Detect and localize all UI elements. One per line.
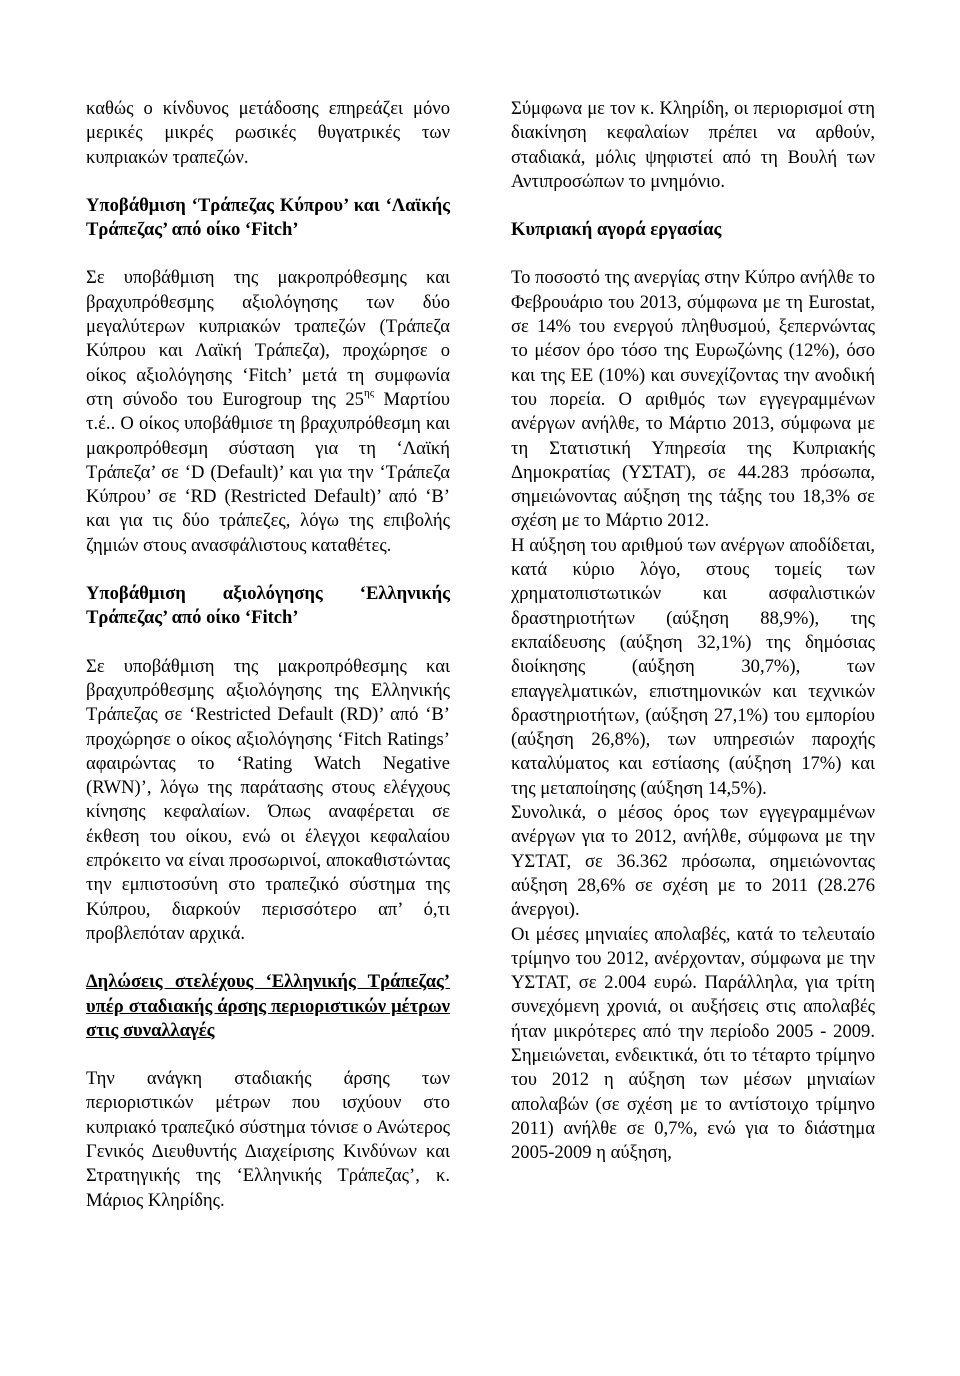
paragraph: Η αύξηση του αριθμού των ανέργων αποδίδεται, κατά κύριο λόγο, στους τομείς των χρηματοπιστωτικών και ασφαλιστικών δραστηριοτήτων (αύξηση 88,9%), της εκπαίδευσης (αύξηση 32,1%) της δημόσιας διοίκησης (αύξηση 30,7%), των επαγγελματικών, επιστημονικών και τεχνικών δραστηριοτήτων, (αύξηση 27,1%) του εμπορίου (αύξηση 26,8%), των υπηρεσιών παροχής καταλύματος και εστίασης (αύξηση 17%) και της μεταποίησης (αύξηση 14,5%). <box>511 534 875 799</box>
paragraph: Την ανάγκη σταδιακής άρσης των περιοριστικών μέτρων που ισχύουν στο κυπριακό τραπεζικό σύστημα τόνισε ο Ανώτερος Γενικός Διευθυντής Διαχείρισης Κινδύνων και Στρατηγικής της ‘Ελληνικής Τράπεζας’, κ. Μάριος Κληρίδης. <box>86 1068 450 1211</box>
paragraph-text: Σε υποβάθμιση της μακροπρόθεσμης και βραχυπρόθεσμης αξιολόγησης των δύο μεγαλύτερων κυπριακών τραπεζών (Τράπεζα Κύπρου και Λαϊκή Τράπεζα), προχώρησε ο οίκος αξιολόγησης ‘Fitch’ μετά τη συμφωνία στη σύνοδο του Eurogroup της 25 <box>86 267 450 410</box>
section-heading: Υποβάθμιση ‘Τράπεζας Κύπρου’ και ‘Λαϊκής Τράπεζας’ από οίκο ‘Fitch’ <box>86 194 450 241</box>
paragraph: Σύμφωνα με τον κ. Κληρίδη, οι περιορισμοί στη διακίνηση κεφαλαίων πρέπει να αρθούν, σταδιακά, μόλις ψηφιστεί από τη Βουλή των Αντιπροσώπων το μνημόνιο. <box>511 98 875 192</box>
section-heading: Κυπριακή αγορά εργασίας <box>511 219 722 241</box>
paragraph <box>86 266 450 558</box>
superscript: ης <box>363 386 375 399</box>
paragraph: Συνολικά, ο μέσος όρος των εγγεγραμμένων ανέργων για το 2012, ανήλθε, σύμφωνα με την ΥΣΤΑΤ, σε 36.362 πρόσωπα, σημειώνοντας αύξηση 28,6% σε σχέση με το 2011 (28.276 άνεργοι). <box>511 802 875 921</box>
paragraph: Οι μέσες μηνιαίες απολαβές, κατά το τελευταίο τρίμηνο του 2012, ανέρχονταν, σύμφωνα με την ΥΣΤΑΤ, σε 2.004 ευρώ. Παράλληλα, για τρίτη συνεχόμενη χρονιά, οι αυξήσεις στις απολαβές ήταν μικρότερες από την περίοδο 2005 - 2009. Σημειώνεται, ενδεικτικά, ότι το τέταρτο τρίμηνο του 2012 η αύξηση των μέσων μηνιαίων απολαβών (σε σχέση με το αντίστοιχο τρίμηνο 2011) ανήλθε σε 0,7%, ενώ για το διάστημα 2005-2009 η αύξηση, <box>511 923 875 1164</box>
paragraph-text: Μαρτίου τ.έ.. Ο οίκος υποβάθμισε τη βραχυπρόθεσμη και μακροπρόθεσμη σύσταση για τη ‘Λαϊκή Τράπεζα’ σε ‘D (Default)’ και για την ‘Τράπεζα Κύπρου’ σε ‘RD (Restricted Default)’ από ‘B’ και για τις δύο τράπεζες, λόγω της επιβολής ζημιών στους ανασφάλιστους καταθέτες. <box>86 388 450 556</box>
left-column <box>86 97 450 1213</box>
paragraph: Σε υποβάθμιση της μακροπρόθεσμης και βραχυπρόθεσμης αξιολόγησης της Ελληνικής Τράπεζας σε ‘Restricted Default (RD)’ από ‘B’ προχώρησε ο οίκος αξιολόγησης ‘Fitch Ratings’ αφαιρώντας το ‘Rating Watch Negative (RWN)’, λόγω της παράτασης στους ελέγχους κίνησης κεφαλαίων. Όπως αναφέρεται σε έκθεση του οίκου, ενώ οι έλεγχοι κεφαλαίου επρόκειτο να είναι προσωρινοί, αποκαθιστώντας την εμπιστοσύνη στο τραπεζικό σύστημα της Κύπρου, διαρκούν περισσότερο απ’ ό,τι προβλεπόταν αρχικά. <box>86 655 450 944</box>
paragraph: Το ποσοστό της ανεργίας στην Κύπρο ανήλθε το Φεβρουάριο του 2013, σύμφωνα με τη Eurostat, σε 14% του ενεργού πληθυσμού, ξεπερνώντας το μέσον όρο τόσο της Ευρωζώνης (12%), όσο και της ΕΕ (10%) και συνεχίζοντας την ανοδική του πορεία. Ο αριθμός των εγγεγραμμένων ανέργων ανήλθε, το Μάρτιο 2013, σύμφωνα με τη Στατιστική Υπηρεσία της Κυπριακής Δημοκρατίας (ΥΣΤΑΤ), σε 44.283 πρόσωπα, σημειώνοντας αύξηση της τάξης του 18,3% σε σχέση με το Μάρτιο 2012. <box>511 267 875 532</box>
paragraph: καθώς ο κίνδυνος μετάδοσης επηρεάζει μόνο μερικές μικρές ρωσικές θυγατρικές των κυπριακών τραπεζών. <box>86 98 450 168</box>
section-heading: Δηλώσεις στελέχους ‘Ελληνικής Τράπεζας’ υπέρ σταδιακής άρσης περιοριστικών μέτρων στις συναλλαγές <box>86 971 450 1041</box>
section-heading: Υποβάθμιση αξιολόγησης ‘Ελληνικής Τράπεζας’ από οίκο ‘Fitch’ <box>86 583 450 629</box>
right-column <box>511 97 875 1165</box>
